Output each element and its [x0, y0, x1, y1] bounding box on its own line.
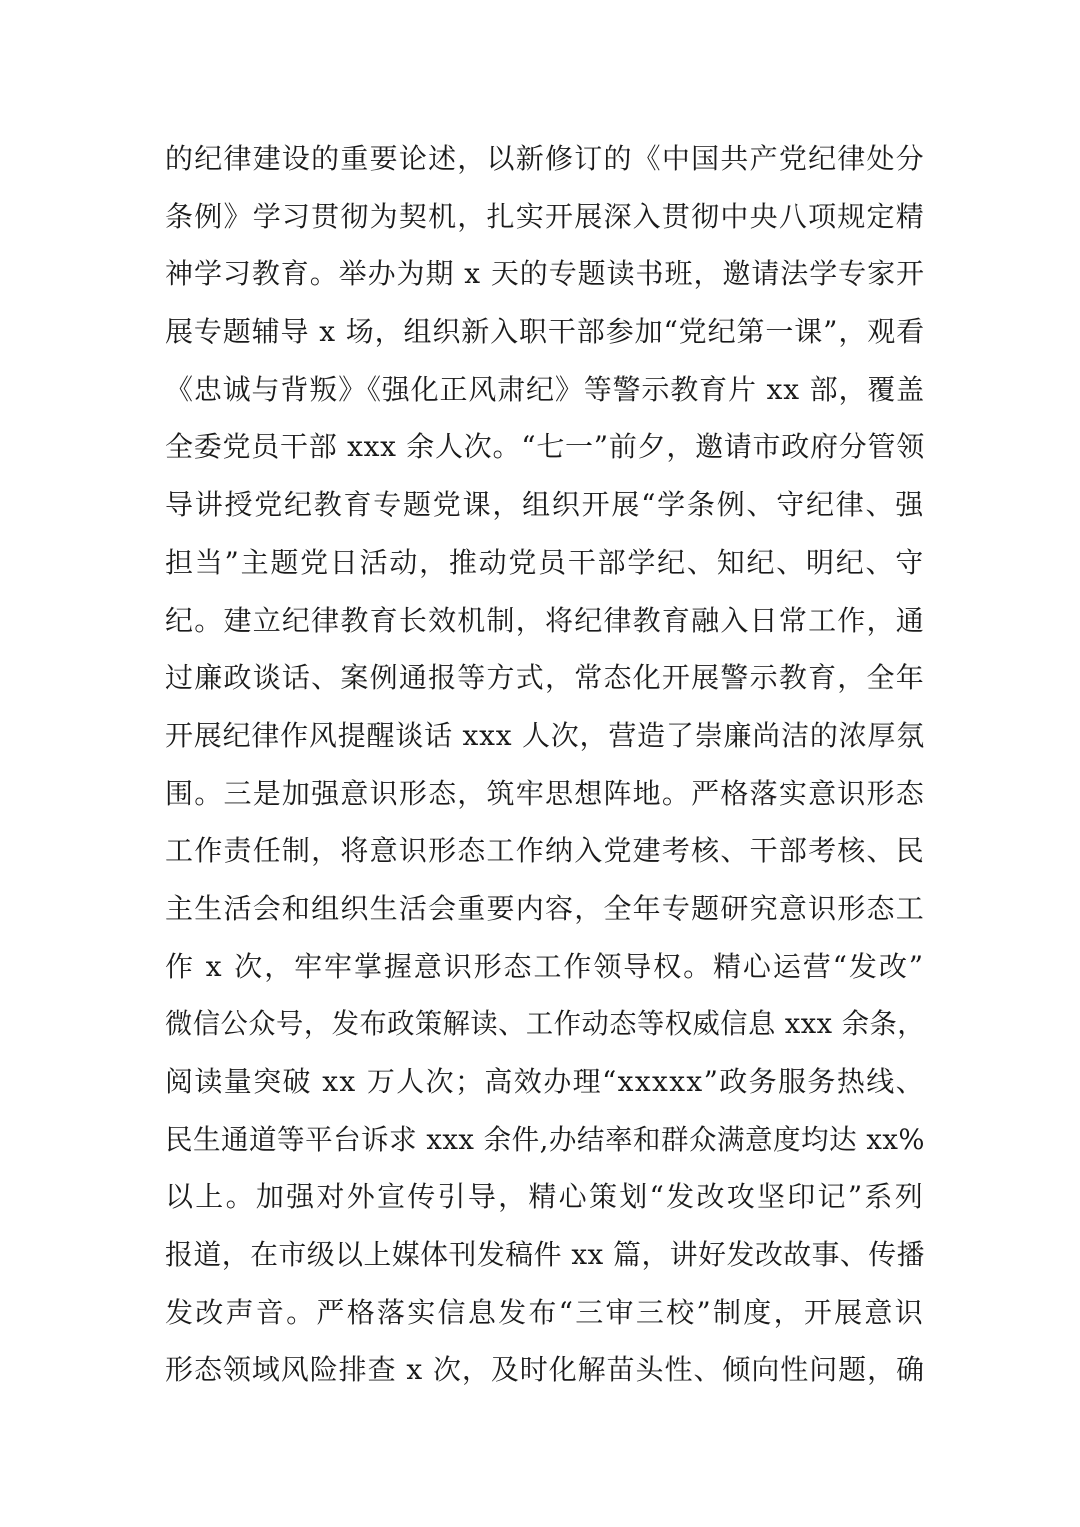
- text-line-content: 纪。建立纪律教育长效机制，将纪律教育融入日常工作，通: [165, 603, 925, 637]
- text-line-content: 以上。加强对外宣传引导，精心策划“发改攻坚印记”系列: [165, 1180, 925, 1214]
- text-line-content: 全委党员干部 xxx 余人次。“七一”前夕，邀请市政府分管领: [165, 430, 925, 464]
- body-text: [165, 130, 925, 1399]
- text-line-content: 《忠诚与背叛》《强化正风肃纪》等警示教育片 xx 部，覆盖: [165, 372, 925, 406]
- text-line: [165, 1053, 925, 1111]
- text-line: [165, 1168, 925, 1226]
- text-line-content: 形态领域风险排查 x 次，及时化解苗头性、倾向性问题，确: [165, 1353, 925, 1387]
- text-line: [165, 1226, 925, 1284]
- text-line: [165, 188, 925, 246]
- text-line: [165, 130, 925, 188]
- text-line-content: 条例》学习贯彻为契机，扎实开展深入贯彻中央八项规定精: [165, 199, 925, 233]
- text-line: [165, 880, 925, 938]
- text-line: [165, 1284, 925, 1342]
- text-line-content: 报道，在市级以上媒体刊发稿件 xx 篇，讲好发改故事、传播: [165, 1238, 925, 1272]
- text-line-content: 发改声音。严格落实信息发布“三审三校”制度，开展意识: [165, 1295, 925, 1329]
- text-line-content: 过廉政谈话、案例通报等方式，常态化开展警示教育，全年: [165, 661, 925, 695]
- text-line: [165, 418, 925, 476]
- text-line-content: 展专题辅导 x 场，组织新入职干部参加“党纪第一课”，观看: [165, 315, 925, 349]
- text-line: [165, 592, 925, 650]
- text-line: [165, 1341, 925, 1399]
- text-line: [165, 938, 925, 996]
- text-line-content: 微信公众号，发布政策解读、工作动态等权威信息 xxx 余条，: [165, 1007, 925, 1041]
- text-line-content: 围。三是加强意识形态，筑牢思想阵地。严格落实意识形态: [165, 776, 925, 810]
- text-line-content: 的纪律建设的重要论述，以新修订的《中国共产党纪律处分: [165, 142, 925, 175]
- text-line: [165, 707, 925, 765]
- text-line: [165, 822, 925, 880]
- text-line: [165, 995, 925, 1053]
- text-line: [165, 649, 925, 707]
- text-line: [165, 245, 925, 303]
- text-line-content: 导讲授党纪教育专题党课，组织开展“学条例、守纪律、强: [165, 488, 925, 522]
- text-line: [165, 1111, 925, 1169]
- text-line: [165, 765, 925, 823]
- text-line-content: 担当”主题党日活动，推动党员干部学纪、知纪、明纪、守: [165, 545, 925, 579]
- text-line-content: 作 x 次，牢牢掌握意识形态工作领导权。精心运营“发改”: [165, 949, 925, 983]
- text-line-content: 神学习教育。举办为期 x 天的专题读书班，邀请法学专家开: [165, 257, 925, 291]
- text-line: [165, 476, 925, 534]
- text-line-content: 主生活会和组织生活会重要内容，全年专题研究意识形态工: [165, 891, 925, 925]
- text-line-content: 阅读量突破 xx 万人次；高效办理“xxxxx”政务服务热线、: [165, 1065, 925, 1098]
- text-line-content: 工作责任制，将意识形态工作纳入党建考核、干部考核、民: [165, 834, 925, 868]
- text-line: [165, 303, 925, 361]
- text-line: [165, 534, 925, 592]
- text-line: [165, 361, 925, 419]
- text-line-content: 民生通道等平台诉求 xxx 余件,办结率和群众满意度均达 xx%: [165, 1122, 925, 1156]
- text-line-content: 开展纪律作风提醒谈话 xxx 人次，营造了崇廉尚洁的浓厚氛: [165, 718, 925, 752]
